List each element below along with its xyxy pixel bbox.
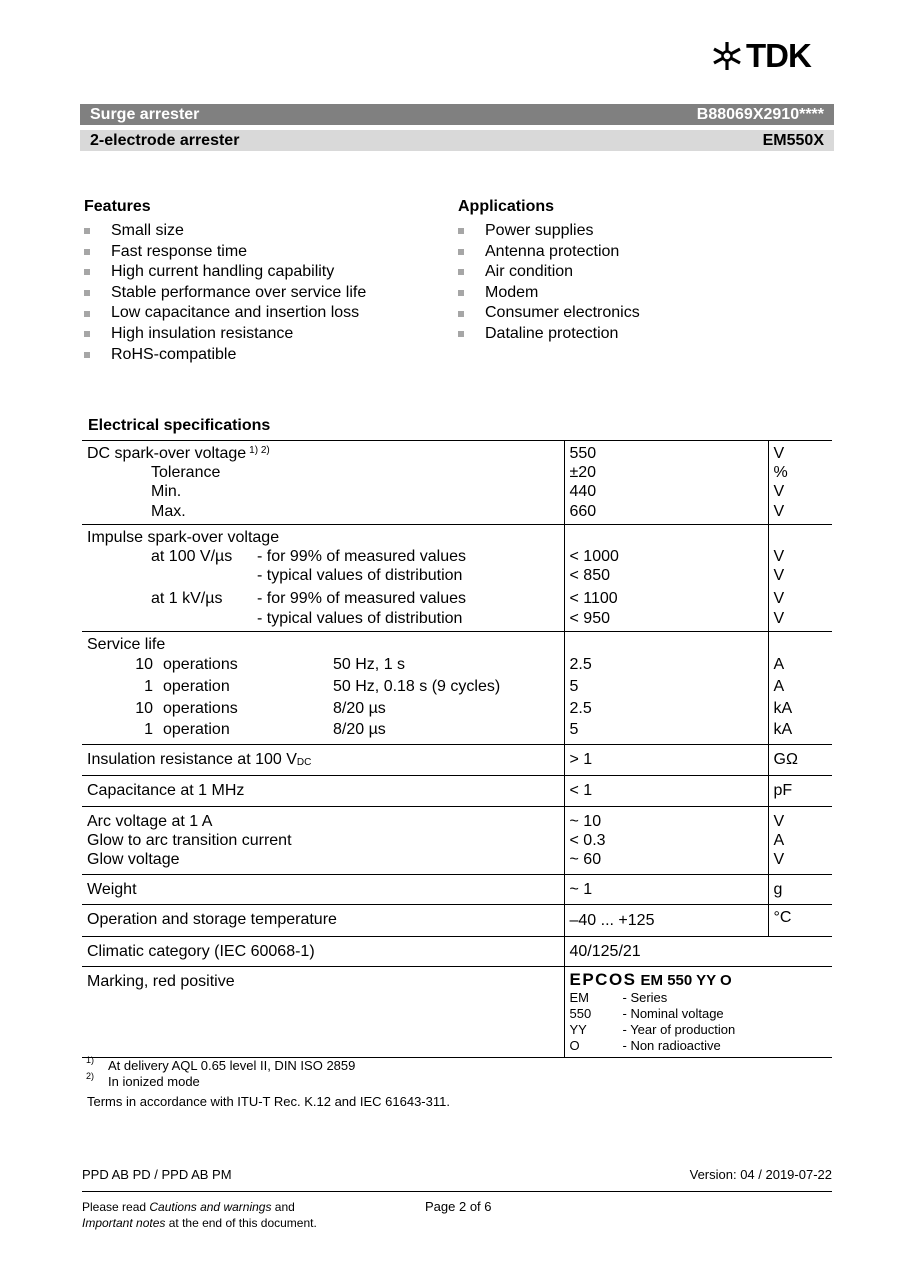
arc-value: < 0.3 bbox=[569, 831, 606, 849]
impulse-desc: - for 99% of measured values bbox=[257, 548, 466, 566]
bullet-icon bbox=[458, 249, 464, 255]
footnote-text: At delivery AQL 0.65 level II, DIN ISO 2859 bbox=[108, 1058, 356, 1073]
service-condition: 8/20 µs bbox=[333, 721, 386, 739]
impulse-rate-label: at 100 V/µs bbox=[151, 548, 233, 566]
arc-label: Arc voltage at 1 A bbox=[87, 812, 213, 830]
list-item: Antenna protection bbox=[458, 242, 640, 263]
table-row bbox=[82, 806, 832, 875]
list-item: Dataline protection bbox=[458, 324, 640, 345]
bullet-icon bbox=[458, 228, 464, 234]
impulse-value: < 950 bbox=[569, 609, 610, 627]
cautions-note: Please read Cautions and warnings and Important notes at the end of this document. bbox=[82, 1200, 317, 1230]
footnote-text: In ionized mode bbox=[108, 1074, 200, 1089]
bullet-icon bbox=[84, 311, 90, 317]
list-item: Modem bbox=[458, 283, 640, 304]
table-row bbox=[82, 905, 832, 936]
bullet-icon bbox=[84, 352, 90, 358]
service-condition: 50 Hz, 0.18 s (9 cycles) bbox=[333, 677, 501, 695]
impulse-unit: V bbox=[773, 609, 785, 627]
capacitance-value: < 1 bbox=[564, 776, 768, 806]
climatic-label: Climatic category (IEC 60068-1) bbox=[82, 936, 564, 966]
impulse-unit: V bbox=[773, 590, 785, 608]
capacitance-label: Capacitance at 1 MHz bbox=[82, 776, 564, 806]
insulation-subscript: DC bbox=[296, 757, 312, 769]
service-unit: A bbox=[773, 656, 785, 674]
specs-table bbox=[82, 440, 832, 1058]
table-row bbox=[82, 745, 832, 776]
footnote bbox=[86, 1055, 356, 1073]
list-item: High insulation resistance bbox=[84, 324, 366, 345]
list-item: Fast response time bbox=[84, 242, 366, 263]
list-item: Power supplies bbox=[458, 221, 640, 242]
dc-unit: V bbox=[773, 445, 785, 462]
arc-unit: A bbox=[773, 831, 785, 849]
applications-title: Applications bbox=[458, 198, 555, 215]
capacitance-unit: pF bbox=[768, 776, 832, 806]
features-list bbox=[84, 221, 366, 365]
department-code: PPD AB PD / PPD AB PM bbox=[82, 1167, 232, 1182]
impulse-unit: V bbox=[773, 567, 785, 585]
dc-unit: V bbox=[773, 483, 785, 501]
arc-label: Glow voltage bbox=[87, 851, 180, 869]
service-unit: kA bbox=[773, 699, 793, 717]
logo-text: TDK bbox=[746, 37, 811, 74]
dc-value: 440 bbox=[569, 483, 597, 501]
tdk-star-icon bbox=[710, 40, 744, 72]
bullet-icon bbox=[458, 331, 464, 337]
dc-value: ±20 bbox=[569, 464, 597, 482]
marking-label: Marking, red positive bbox=[82, 966, 564, 1057]
model-number: EM550X bbox=[762, 131, 824, 149]
bullet-icon bbox=[458, 269, 464, 275]
temperature-label: Operation and storage temperature bbox=[82, 905, 564, 936]
footnote-number: 2) bbox=[86, 1071, 95, 1081]
weight-unit: g bbox=[768, 875, 832, 905]
specs-title: Electrical specifications bbox=[88, 417, 271, 434]
arc-value: ~ 60 bbox=[569, 851, 602, 869]
applications-list bbox=[458, 221, 640, 345]
temperature-value: –40 ... +125 bbox=[564, 905, 768, 936]
dc-value: 550 bbox=[569, 445, 597, 462]
marking-desc: - Non radioactive bbox=[622, 1037, 721, 1053]
bullet-icon bbox=[84, 331, 90, 337]
service-life-label: Service life bbox=[87, 635, 166, 653]
service-value: 2.5 bbox=[569, 699, 592, 717]
dc-min-label: Min. bbox=[151, 483, 182, 501]
bullet-icon bbox=[458, 311, 464, 317]
bullet-icon bbox=[84, 228, 90, 234]
part-number: B88069X2910**** bbox=[696, 105, 824, 123]
impulse-value: < 1000 bbox=[569, 548, 619, 566]
service-value: 2.5 bbox=[569, 656, 592, 674]
service-condition: 8/20 µs bbox=[333, 699, 386, 717]
service-count: 1 bbox=[144, 721, 153, 739]
list-item: Air condition bbox=[458, 262, 640, 283]
dc-value: 660 bbox=[569, 502, 597, 520]
subheader-bar bbox=[80, 130, 834, 151]
dc-unit: V bbox=[773, 502, 785, 520]
weight-label: Weight bbox=[82, 875, 564, 905]
climatic-value: 40/125/21 bbox=[564, 936, 832, 966]
service-op: operation bbox=[163, 721, 230, 739]
marking-key: YY bbox=[569, 1021, 587, 1037]
list-item: Small size bbox=[84, 221, 366, 242]
impulse-desc: - typical values of distribution bbox=[257, 567, 463, 585]
footer-divider bbox=[82, 1191, 832, 1192]
impulse-unit: V bbox=[773, 548, 785, 566]
list-item: Low capacitance and insertion loss bbox=[84, 303, 366, 324]
header-bar bbox=[80, 104, 834, 125]
impulse-value: < 1100 bbox=[569, 590, 618, 608]
table-row bbox=[82, 966, 832, 1057]
impulse-desc: - typical values of distribution bbox=[257, 609, 463, 627]
list-item: Stable performance over service life bbox=[84, 283, 366, 304]
dc-label: DC spark-over voltage bbox=[87, 445, 247, 462]
service-count: 1 bbox=[144, 677, 153, 695]
list-item: RoHS-compatible bbox=[84, 345, 366, 366]
impulse-value: < 850 bbox=[569, 567, 610, 585]
list-item: High current handling capability bbox=[84, 262, 366, 283]
impulse-label: Impulse spark-over voltage bbox=[87, 528, 280, 546]
dc-footnote-ref: 1) 2) bbox=[249, 445, 270, 456]
footnote-number: 1) bbox=[86, 1055, 95, 1065]
insulation-label: Insulation resistance at 100 V bbox=[87, 751, 297, 769]
table-row bbox=[82, 875, 832, 905]
marking-key: 550 bbox=[569, 1005, 592, 1021]
features-title: Features bbox=[84, 198, 151, 215]
page-number: Page 2 of 6 bbox=[425, 1199, 492, 1214]
table-row bbox=[82, 524, 832, 631]
service-op: operations bbox=[163, 656, 238, 674]
doc-title: Surge arrester bbox=[90, 105, 200, 123]
dc-max-label: Max. bbox=[151, 502, 186, 520]
table-row bbox=[82, 936, 832, 966]
marking-desc: - Year of production bbox=[622, 1021, 736, 1037]
service-value: 5 bbox=[569, 721, 579, 739]
bullet-icon bbox=[84, 269, 90, 275]
important-notes-text: Important notes bbox=[82, 1215, 166, 1230]
service-op: operations bbox=[163, 699, 238, 717]
service-value: 5 bbox=[569, 677, 579, 695]
cautions-link-text: Cautions and warnings bbox=[149, 1200, 272, 1214]
insulation-unit: GΩ bbox=[768, 745, 832, 776]
table-row bbox=[82, 441, 832, 525]
arc-unit: V bbox=[773, 851, 785, 869]
weight-value: ~ 1 bbox=[564, 875, 768, 905]
version-info: Version: 04 / 2019-07-22 bbox=[689, 1167, 832, 1182]
tdk-logo bbox=[710, 37, 811, 74]
bullet-icon bbox=[458, 290, 464, 296]
list-item: Consumer electronics bbox=[458, 303, 640, 324]
impulse-desc: - for 99% of measured values bbox=[257, 590, 466, 608]
service-count: 10 bbox=[135, 656, 153, 674]
marking-key: EM bbox=[569, 989, 589, 1005]
marking-desc: - Nominal voltage bbox=[622, 1005, 724, 1021]
marking-desc: - Series bbox=[622, 989, 668, 1005]
impulse-rate-label: at 1 kV/µs bbox=[151, 590, 223, 608]
marking-key: O bbox=[569, 1037, 580, 1053]
arc-value: ~ 10 bbox=[569, 812, 602, 830]
service-unit: kA bbox=[773, 721, 793, 739]
temperature-unit: °C bbox=[768, 905, 832, 936]
dc-unit: % bbox=[773, 464, 788, 482]
arc-label: Glow to arc transition current bbox=[87, 831, 292, 849]
dc-tolerance-label: Tolerance bbox=[151, 464, 221, 482]
bullet-icon bbox=[84, 290, 90, 296]
doc-subtitle: 2-electrode arrester bbox=[90, 131, 240, 149]
epcos-brand: EPCOS bbox=[569, 969, 637, 989]
service-condition: 50 Hz, 1 s bbox=[333, 656, 406, 674]
service-unit: A bbox=[773, 677, 785, 695]
table-row bbox=[82, 631, 832, 744]
insulation-value: > 1 bbox=[564, 745, 768, 776]
arc-unit: V bbox=[773, 812, 785, 830]
table-row bbox=[82, 776, 832, 806]
footnote bbox=[86, 1071, 200, 1089]
service-op: operation bbox=[163, 677, 230, 695]
marking-code: EM 550 YY O bbox=[640, 971, 732, 989]
terms-note: Terms in accordance with ITU-T Rec. K.12 and IEC 61643-311. bbox=[87, 1094, 450, 1109]
bullet-icon bbox=[84, 249, 90, 255]
service-count: 10 bbox=[135, 699, 153, 717]
